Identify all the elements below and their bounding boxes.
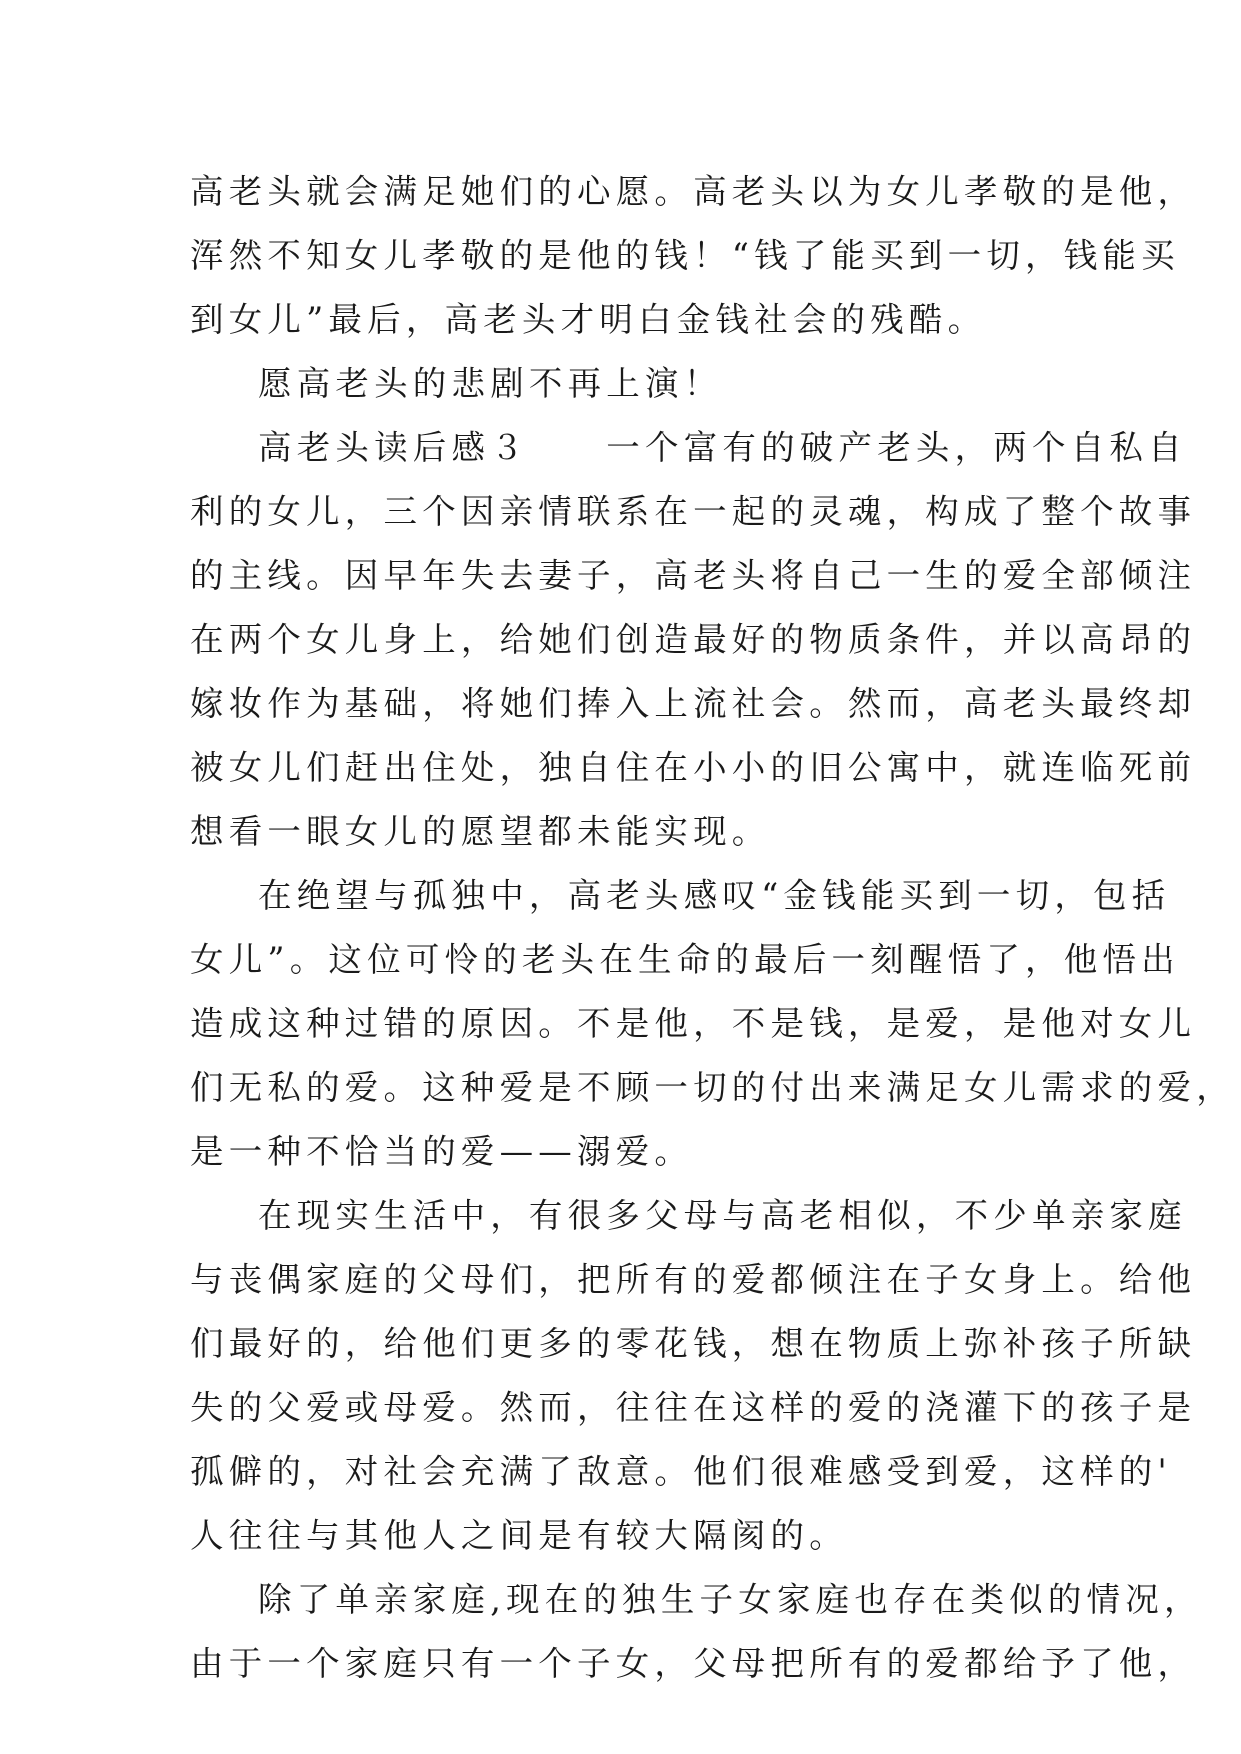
text-line: 造成这种过错的原因。不是他，不是钱，是爱，是他对女儿 bbox=[190, 1004, 1197, 1043]
text-line: 高老头就会满足她们的心愿。高老头以为女儿孝敬的是他， bbox=[190, 172, 1197, 211]
text-line: 们无私的爱。这种爱是不顾一切的付出来满足女儿需求的爱， bbox=[190, 1068, 1235, 1107]
text-line: 利的女儿，三个因亲情联系在一起的灵魂，构成了整个故事 bbox=[190, 492, 1197, 531]
text-line: 是一种不恰当的爱——溺爱。 bbox=[190, 1132, 694, 1171]
text-line: 嫁妆作为基础，将她们捧入上流社会。然而，高老头最终却 bbox=[190, 684, 1197, 723]
text-line: 与丧偶家庭的父母们，把所有的爱都倾注在子女身上。给他 bbox=[190, 1260, 1197, 1299]
text-line: 除了单亲家庭,现在的独生子女家庭也存在类似的情况， bbox=[258, 1580, 1203, 1619]
text-line: 由于一个家庭只有一个子女，父母把所有的爱都给予了他， bbox=[190, 1644, 1197, 1683]
text-line: 失的父爱或母爱。然而，往往在这样的爱的浇灌下的孩子是 bbox=[190, 1388, 1197, 1427]
text-line: 人往往与其他人之间是有较大隔阂的。 bbox=[190, 1516, 848, 1555]
text-line: 浑然不知女儿孝敬的是他的钱！“钱了能买到一切，钱能买 bbox=[190, 236, 1180, 275]
text-line: 在现实生活中，有很多父母与高老相似，不少单亲家庭 bbox=[258, 1196, 1187, 1235]
text-line: 的主线。因早年失去妻子，高老头将自己一生的爱全部倾注 bbox=[190, 556, 1197, 595]
body-text bbox=[190, 160, 1235, 1696]
text-line: 到女儿”最后，高老头才明白金钱社会的残酷。 bbox=[190, 300, 987, 339]
text-line: 在绝望与孤独中，高老头感叹“金钱能买到一切，包括 bbox=[258, 876, 1171, 915]
text-line: 孤僻的，对社会充满了敌意。他们很难感受到爱，这样的' bbox=[190, 1452, 1172, 1491]
text-line: 们最好的，给他们更多的零花钱，想在物质上弥补孩子所缺 bbox=[190, 1324, 1197, 1363]
text-line: 想看一眼女儿的愿望都未能实现。 bbox=[190, 812, 771, 851]
text-line: 高老头读后感３ 一个富有的破产老头，两个自私自 bbox=[258, 428, 1187, 467]
text-line: 被女儿们赶出住处，独自住在小小的旧公寓中，就连临死前 bbox=[190, 748, 1197, 787]
text-line: 在两个女儿身上，给她们创造最好的物质条件，并以高昂的 bbox=[190, 620, 1197, 659]
text-line: 女儿”。这位可怜的老头在生命的最后一刻醒悟了，他悟出 bbox=[190, 940, 1180, 979]
text-line: 愿高老头的悲剧不再上演！ bbox=[258, 364, 723, 403]
